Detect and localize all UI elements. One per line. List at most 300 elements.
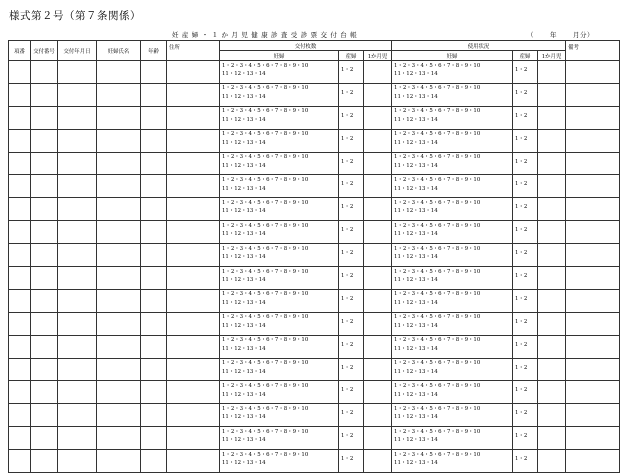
ledger-body	[9, 61, 620, 473]
cell-age[interactable]	[141, 312, 167, 335]
cell-age[interactable]	[141, 358, 167, 381]
cell-name[interactable]	[97, 198, 141, 221]
cell-name[interactable]	[97, 152, 141, 175]
cell-issued-infant[interactable]	[364, 106, 392, 129]
cell-address[interactable]	[167, 152, 220, 175]
pregnant-checkup-numbers-line1: 1・2・3・4・5・6・7・8・9・10	[394, 451, 481, 458]
cell-usage-postpartum[interactable]	[513, 450, 538, 473]
cell-usage-infant[interactable]	[538, 83, 566, 106]
cell-issued-infant[interactable]	[364, 450, 392, 473]
period-label	[527, 30, 594, 39]
cell-remarks[interactable]	[566, 381, 620, 404]
cell-number[interactable]	[9, 83, 31, 106]
cell-usage-infant[interactable]	[538, 450, 566, 473]
cell-age[interactable]	[141, 427, 167, 450]
cell-address[interactable]	[167, 61, 220, 84]
cell-usage-infant[interactable]	[538, 404, 566, 427]
cell-number[interactable]	[9, 244, 31, 267]
cell-issue-date[interactable]	[58, 198, 97, 221]
cell-name[interactable]	[97, 404, 141, 427]
table-row	[9, 61, 620, 84]
pregnant-checkup-numbers-line1: 1・2・3・4・5・6・7・8・9・10	[394, 222, 481, 229]
cell-issued-infant[interactable]	[364, 312, 392, 335]
cell-usage-pregnant[interactable]	[392, 335, 513, 358]
cell-remarks[interactable]	[566, 267, 620, 290]
cell-number[interactable]	[9, 427, 31, 450]
pregnant-checkup-numbers-line2: 11・12・13・14	[394, 368, 438, 375]
cell-usage-infant[interactable]	[538, 61, 566, 84]
col-header-age: 年齢	[141, 41, 167, 61]
cell-remarks[interactable]	[566, 61, 620, 84]
cell-name[interactable]	[97, 381, 141, 404]
cell-issued-postpartum[interactable]	[339, 267, 364, 290]
cell-issue-date[interactable]	[58, 267, 97, 290]
postpartum-checkup-numbers: 1・2	[341, 364, 354, 371]
cell-issue-date[interactable]	[58, 381, 97, 404]
cell-usage-postpartum[interactable]	[513, 221, 538, 244]
postpartum-checkup-numbers: 1・2	[515, 112, 528, 119]
cell-age[interactable]	[141, 450, 167, 473]
cell-usage-infant[interactable]	[538, 267, 566, 290]
cell-usage-infant[interactable]	[538, 152, 566, 175]
cell-issued-pregnant[interactable]	[220, 221, 339, 244]
postpartum-checkup-numbers: 1・2	[341, 135, 354, 142]
cell-usage-pregnant[interactable]	[392, 106, 513, 129]
cell-issue-date[interactable]	[58, 61, 97, 84]
cell-issued-infant[interactable]	[364, 129, 392, 152]
postpartum-checkup-numbers: 1・2	[515, 341, 528, 348]
pregnant-checkup-numbers-line2: 11・12・13・14	[222, 437, 266, 444]
table-row	[9, 289, 620, 312]
cell-name[interactable]	[97, 175, 141, 198]
pregnant-checkup-numbers-line2: 11・12・13・14	[394, 277, 438, 284]
cell-name[interactable]	[97, 358, 141, 381]
cell-issued-postpartum[interactable]	[339, 175, 364, 198]
cell-usage-postpartum[interactable]	[513, 244, 538, 267]
cell-usage-pregnant[interactable]	[392, 289, 513, 312]
pregnant-checkup-numbers-line2: 11・12・13・14	[222, 93, 266, 100]
postpartum-checkup-numbers: 1・2	[341, 112, 354, 119]
cell-issued-infant[interactable]	[364, 61, 392, 84]
cell-name[interactable]	[97, 427, 141, 450]
cell-issue-no[interactable]	[31, 381, 58, 404]
postpartum-checkup-numbers: 1・2	[341, 89, 354, 96]
cell-remarks[interactable]	[566, 427, 620, 450]
cell-issue-date[interactable]	[58, 404, 97, 427]
cell-age[interactable]	[141, 289, 167, 312]
cell-name[interactable]	[97, 61, 141, 84]
cell-usage-postpartum[interactable]	[513, 427, 538, 450]
cell-usage-postpartum[interactable]	[513, 152, 538, 175]
cell-age[interactable]	[141, 175, 167, 198]
postpartum-checkup-numbers: 1・2	[515, 456, 528, 463]
cell-remarks[interactable]	[566, 450, 620, 473]
cell-issued-infant[interactable]	[364, 221, 392, 244]
postpartum-checkup-numbers: 1・2	[341, 67, 354, 73]
cell-usage-pregnant[interactable]	[392, 129, 513, 152]
cell-issued-infant[interactable]	[364, 335, 392, 358]
cell-address[interactable]	[167, 244, 220, 267]
cell-address[interactable]	[167, 221, 220, 244]
postpartum-checkup-numbers: 1・2	[341, 204, 354, 211]
cell-usage-pregnant[interactable]	[392, 61, 513, 84]
cell-issue-no[interactable]	[31, 404, 58, 427]
table-row	[9, 244, 620, 267]
cell-remarks[interactable]	[566, 335, 620, 358]
cell-age[interactable]	[141, 221, 167, 244]
pregnant-checkup-numbers-line1: 1・2・3・4・5・6・7・8・9・10	[222, 428, 309, 435]
cell-issue-date[interactable]	[58, 244, 97, 267]
cell-usage-postpartum[interactable]	[513, 358, 538, 381]
col-header-issue-date: 交付年月日	[58, 41, 97, 61]
cell-usage-infant[interactable]	[538, 358, 566, 381]
cell-issued-postpartum[interactable]	[339, 61, 364, 84]
cell-usage-infant[interactable]	[538, 335, 566, 358]
col-header-usage-pregnant: 妊婦	[392, 51, 513, 61]
cell-address[interactable]	[167, 83, 220, 106]
cell-issued-infant[interactable]	[364, 175, 392, 198]
cell-number[interactable]	[9, 61, 31, 84]
cell-name[interactable]	[97, 289, 141, 312]
form-number: 様式第２号（第７条関係）	[9, 10, 141, 22]
cell-issued-postpartum[interactable]	[339, 312, 364, 335]
cell-usage-pregnant[interactable]	[392, 358, 513, 381]
cell-issued-infant[interactable]	[364, 244, 392, 267]
cell-usage-pregnant[interactable]	[392, 244, 513, 267]
table-row	[9, 106, 620, 129]
cell-issued-pregnant[interactable]	[220, 427, 339, 450]
cell-usage-postpartum[interactable]	[513, 312, 538, 335]
cell-age[interactable]	[141, 381, 167, 404]
cell-remarks[interactable]	[566, 312, 620, 335]
cell-issue-date[interactable]	[58, 129, 97, 152]
period-year: 年	[550, 31, 557, 39]
cell-usage-pregnant[interactable]	[392, 175, 513, 198]
cell-issue-no[interactable]	[31, 61, 58, 84]
table-row	[9, 381, 620, 404]
cell-usage-infant[interactable]	[538, 427, 566, 450]
cell-address[interactable]	[167, 404, 220, 427]
cell-age[interactable]	[141, 404, 167, 427]
pregnant-checkup-numbers-line1: 1・2・3・4・5・6・7・8・9・10	[394, 360, 481, 367]
cell-name[interactable]	[97, 129, 141, 152]
cell-usage-infant[interactable]	[538, 381, 566, 404]
cell-issued-infant[interactable]	[364, 381, 392, 404]
pregnant-checkup-numbers-line2: 11・12・13・14	[394, 185, 438, 192]
cell-issued-postpartum[interactable]	[339, 404, 364, 427]
cell-usage-infant[interactable]	[538, 106, 566, 129]
cell-remarks[interactable]	[566, 106, 620, 129]
pregnant-checkup-numbers-line2: 11・12・13・14	[222, 231, 266, 238]
cell-number[interactable]	[9, 152, 31, 175]
cell-issue-no[interactable]	[31, 175, 58, 198]
cell-usage-postpartum[interactable]	[513, 335, 538, 358]
table-row	[9, 267, 620, 290]
cell-name[interactable]	[97, 267, 141, 290]
cell-usage-pregnant[interactable]	[392, 381, 513, 404]
cell-name[interactable]	[97, 83, 141, 106]
postpartum-checkup-numbers: 1・2	[515, 158, 528, 165]
pregnant-checkup-numbers-line2: 11・12・13・14	[222, 322, 266, 329]
cell-usage-postpartum[interactable]	[513, 267, 538, 290]
col-header-usage-infant: 1か月児	[538, 51, 566, 61]
cell-number[interactable]	[9, 267, 31, 290]
cell-address[interactable]	[167, 450, 220, 473]
cell-issue-no[interactable]	[31, 129, 58, 152]
cell-issued-postpartum[interactable]	[339, 289, 364, 312]
cell-issued-postpartum[interactable]	[339, 450, 364, 473]
cell-issue-date[interactable]	[58, 450, 97, 473]
pregnant-checkup-numbers-line2: 11・12・13・14	[394, 391, 438, 398]
cell-usage-pregnant[interactable]	[392, 427, 513, 450]
cell-age[interactable]	[141, 152, 167, 175]
pregnant-checkup-numbers-line2: 11・12・13・14	[222, 71, 266, 78]
cell-usage-postpartum[interactable]	[513, 175, 538, 198]
cell-name[interactable]	[97, 221, 141, 244]
pregnant-checkup-numbers-line1: 1・2・3・4・5・6・7・8・9・10	[394, 428, 481, 435]
cell-age[interactable]	[141, 83, 167, 106]
cell-issue-date[interactable]	[58, 335, 97, 358]
cell-issued-pregnant[interactable]	[220, 61, 339, 84]
cell-usage-postpartum[interactable]	[513, 106, 538, 129]
cell-name[interactable]	[97, 450, 141, 473]
cell-issued-pregnant[interactable]	[220, 129, 339, 152]
cell-usage-pregnant[interactable]	[392, 221, 513, 244]
cell-usage-pregnant[interactable]	[392, 450, 513, 473]
cell-issue-no[interactable]	[31, 152, 58, 175]
pregnant-checkup-numbers-line2: 11・12・13・14	[394, 460, 438, 467]
cell-usage-postpartum[interactable]	[513, 83, 538, 106]
cell-remarks[interactable]	[566, 129, 620, 152]
pregnant-checkup-numbers-line2: 11・12・13・14	[222, 345, 266, 352]
cell-issued-pregnant[interactable]	[220, 106, 339, 129]
col-header-name: 妊婦氏名	[97, 41, 141, 61]
cell-issue-date[interactable]	[58, 221, 97, 244]
cell-issued-pregnant[interactable]	[220, 289, 339, 312]
cell-usage-pregnant[interactable]	[392, 312, 513, 335]
pregnant-checkup-numbers-line2: 11・12・13・14	[222, 185, 266, 192]
cell-issue-no[interactable]	[31, 289, 58, 312]
cell-issue-date[interactable]	[58, 289, 97, 312]
cell-age[interactable]	[141, 244, 167, 267]
cell-issued-postpartum[interactable]	[339, 427, 364, 450]
cell-issue-no[interactable]	[31, 244, 58, 267]
postpartum-checkup-numbers: 1・2	[341, 387, 354, 394]
cell-issued-postpartum[interactable]	[339, 335, 364, 358]
cell-remarks[interactable]	[566, 289, 620, 312]
cell-address[interactable]	[167, 267, 220, 290]
table-row	[9, 312, 620, 335]
cell-issue-no[interactable]	[31, 335, 58, 358]
cell-number[interactable]	[9, 358, 31, 381]
pregnant-checkup-numbers-line2: 11・12・13・14	[222, 300, 266, 306]
cell-number[interactable]	[9, 381, 31, 404]
cell-issue-no[interactable]	[31, 358, 58, 381]
cell-age[interactable]	[141, 198, 167, 221]
cell-issue-date[interactable]	[58, 358, 97, 381]
cell-issued-postpartum[interactable]	[339, 221, 364, 244]
pregnant-checkup-numbers-line2: 11・12・13・14	[394, 162, 438, 169]
cell-usage-pregnant[interactable]	[392, 404, 513, 427]
cell-usage-infant[interactable]	[538, 244, 566, 267]
ledger-title: 妊産婦・１か月児健康診査受診票交付台帳	[172, 31, 361, 39]
cell-remarks[interactable]	[566, 83, 620, 106]
cell-issued-postpartum[interactable]	[339, 198, 364, 221]
cell-usage-postpartum[interactable]	[513, 129, 538, 152]
cell-address[interactable]	[167, 335, 220, 358]
cell-issue-no[interactable]	[31, 106, 58, 129]
cell-issued-infant[interactable]	[364, 198, 392, 221]
cell-name[interactable]	[97, 312, 141, 335]
cell-issued-pregnant[interactable]	[220, 267, 339, 290]
cell-remarks[interactable]	[566, 358, 620, 381]
cell-remarks[interactable]	[566, 175, 620, 198]
cell-issue-date[interactable]	[58, 152, 97, 175]
cell-address[interactable]	[167, 381, 220, 404]
cell-issue-no[interactable]	[31, 83, 58, 106]
cell-address[interactable]	[167, 106, 220, 129]
cell-number[interactable]	[9, 129, 31, 152]
cell-number[interactable]	[9, 198, 31, 221]
cell-address[interactable]	[167, 427, 220, 450]
cell-issued-postpartum[interactable]	[339, 152, 364, 175]
cell-number[interactable]	[9, 312, 31, 335]
cell-issued-infant[interactable]	[364, 267, 392, 290]
cell-issued-postpartum[interactable]	[339, 381, 364, 404]
cell-issued-infant[interactable]	[364, 427, 392, 450]
cell-name[interactable]	[97, 244, 141, 267]
cell-issued-pregnant[interactable]	[220, 312, 339, 335]
cell-issue-no[interactable]	[31, 267, 58, 290]
cell-issued-pregnant[interactable]	[220, 381, 339, 404]
cell-usage-postpartum[interactable]	[513, 289, 538, 312]
cell-number[interactable]	[9, 335, 31, 358]
cell-issued-infant[interactable]	[364, 289, 392, 312]
cell-issued-pregnant[interactable]	[220, 175, 339, 198]
cell-remarks[interactable]	[566, 244, 620, 267]
cell-issue-no[interactable]	[31, 450, 58, 473]
cell-issue-no[interactable]	[31, 312, 58, 335]
cell-usage-infant[interactable]	[538, 198, 566, 221]
cell-remarks[interactable]	[566, 404, 620, 427]
pregnant-checkup-numbers-line2: 11・12・13・14	[222, 139, 266, 146]
cell-issued-pregnant[interactable]	[220, 244, 339, 267]
cell-address[interactable]	[167, 358, 220, 381]
cell-number[interactable]	[9, 106, 31, 129]
pregnant-checkup-numbers-line1: 1・2・3・4・5・6・7・8・9・10	[222, 291, 309, 298]
cell-usage-postpartum[interactable]	[513, 381, 538, 404]
cell-name[interactable]	[97, 106, 141, 129]
cell-address[interactable]	[167, 175, 220, 198]
cell-issued-postpartum[interactable]	[339, 129, 364, 152]
cell-issue-date[interactable]	[58, 83, 97, 106]
pregnant-checkup-numbers-line1: 1・2・3・4・5・6・7・8・9・10	[222, 131, 309, 138]
pregnant-checkup-numbers-line2: 11・12・13・14	[222, 116, 266, 123]
cell-issue-no[interactable]	[31, 198, 58, 221]
cell-address[interactable]	[167, 312, 220, 335]
cell-usage-infant[interactable]	[538, 175, 566, 198]
cell-number[interactable]	[9, 404, 31, 427]
cell-issue-date[interactable]	[58, 427, 97, 450]
cell-age[interactable]	[141, 335, 167, 358]
cell-issue-date[interactable]	[58, 312, 97, 335]
cell-usage-infant[interactable]	[538, 129, 566, 152]
cell-usage-postpartum[interactable]	[513, 404, 538, 427]
cell-issued-pregnant[interactable]	[220, 404, 339, 427]
cell-issued-postpartum[interactable]	[339, 83, 364, 106]
col-header-address: 住所	[167, 41, 220, 61]
cell-issued-pregnant[interactable]	[220, 198, 339, 221]
postpartum-checkup-numbers: 1・2	[341, 433, 354, 440]
cell-usage-infant[interactable]	[538, 221, 566, 244]
cell-issued-pregnant[interactable]	[220, 335, 339, 358]
cell-age[interactable]	[141, 106, 167, 129]
cell-issued-pregnant[interactable]	[220, 358, 339, 381]
cell-usage-infant[interactable]	[538, 289, 566, 312]
cell-usage-infant[interactable]	[538, 312, 566, 335]
postpartum-checkup-numbers: 1・2	[515, 318, 528, 325]
cell-issued-infant[interactable]	[364, 83, 392, 106]
cell-usage-pregnant[interactable]	[392, 152, 513, 175]
cell-issued-infant[interactable]	[364, 404, 392, 427]
cell-number[interactable]	[9, 175, 31, 198]
cell-usage-pregnant[interactable]	[392, 198, 513, 221]
col-header-issued-postpartum: 産婦	[339, 51, 364, 61]
cell-address[interactable]	[167, 198, 220, 221]
col-header-issued-infant: 1か月児	[364, 51, 392, 61]
cell-remarks[interactable]	[566, 221, 620, 244]
postpartum-checkup-numbers: 1・2	[515, 364, 528, 371]
cell-name[interactable]	[97, 335, 141, 358]
cell-age[interactable]	[141, 61, 167, 84]
cell-issued-infant[interactable]	[364, 358, 392, 381]
col-header-usage: 使用状況	[392, 41, 566, 51]
cell-remarks[interactable]	[566, 198, 620, 221]
postpartum-checkup-numbers: 1・2	[341, 181, 354, 188]
cell-issue-no[interactable]	[31, 221, 58, 244]
cell-age[interactable]	[141, 129, 167, 152]
postpartum-checkup-numbers: 1・2	[515, 410, 528, 417]
cell-issued-pregnant[interactable]	[220, 152, 339, 175]
cell-address[interactable]	[167, 289, 220, 312]
cell-remarks[interactable]	[566, 152, 620, 175]
cell-number[interactable]	[9, 289, 31, 312]
cell-usage-postpartum[interactable]	[513, 198, 538, 221]
postpartum-checkup-numbers: 1・2	[515, 135, 528, 142]
cell-issued-pregnant[interactable]	[220, 450, 339, 473]
pregnant-checkup-numbers-line2: 11・12・13・14	[394, 437, 438, 444]
cell-usage-pregnant[interactable]	[392, 267, 513, 290]
cell-number[interactable]	[9, 450, 31, 473]
cell-issue-no[interactable]	[31, 427, 58, 450]
cell-address[interactable]	[167, 129, 220, 152]
pregnant-checkup-numbers-line1: 1・2・3・4・5・6・7・8・9・10	[394, 154, 481, 161]
postpartum-checkup-numbers: 1・2	[341, 341, 354, 348]
cell-age[interactable]	[141, 267, 167, 290]
cell-issue-date[interactable]	[58, 106, 97, 129]
cell-usage-pregnant[interactable]	[392, 83, 513, 106]
cell-issued-pregnant[interactable]	[220, 83, 339, 106]
cell-issued-postpartum[interactable]	[339, 244, 364, 267]
cell-number[interactable]	[9, 221, 31, 244]
cell-issue-date[interactable]	[58, 175, 97, 198]
cell-issued-postpartum[interactable]	[339, 358, 364, 381]
pregnant-checkup-numbers-line2: 11・12・13・14	[394, 139, 438, 146]
cell-issued-postpartum[interactable]	[339, 106, 364, 129]
pregnant-checkup-numbers-line1: 1・2・3・4・5・6・7・8・9・10	[222, 62, 309, 69]
cell-issued-infant[interactable]	[364, 152, 392, 175]
cell-usage-postpartum[interactable]	[513, 61, 538, 84]
